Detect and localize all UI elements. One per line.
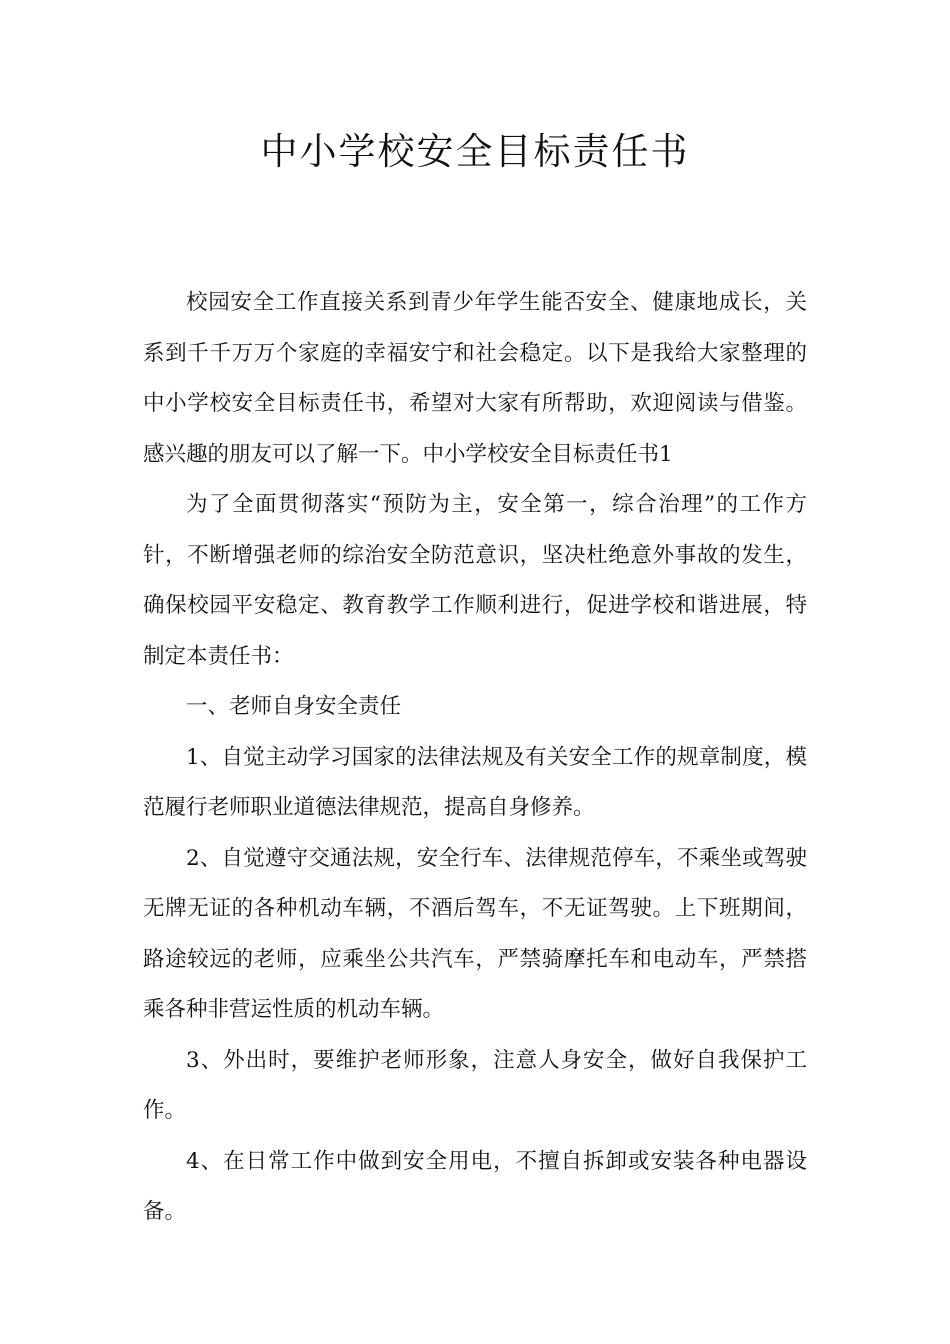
clause-1: 1、自觉主动学习国家的法律法规及有关安全工作的规章制度，模范履行老师职业道德法律规范，提高自身修养。: [143, 744, 807, 820]
clause-3: 3、外出时，要维护老师形象，注意人身安全，做好自我保护工作。: [143, 1047, 807, 1123]
clause-2: 2、自觉遵守交通法规，安全行车、法律规范停车，不乘坐或驾驶无牌无证的各种机动车辆，不酒后驾车，不无证驾驶。上下班期间，路途较远的老师，应乘坐公共汽车，严禁骑摩托车和电动车，严禁搭乘各种非营运性质的机动车辆。: [143, 845, 807, 1022]
intro-paragraph: 校园安全工作直接关系到青少年学生能否安全、健康地成长，关系到千千万万个家庭的幸福安宁和社会稳定。以下是我给大家整理的中小学校安全目标责任书，希望对大家有所帮助，欢迎阅读与借鉴。感兴趣的朋友可以了解一下。中小学校安全目标责任书1: [143, 290, 807, 467]
section-heading: 一、老师自身安全责任: [186, 694, 402, 719]
document-body: [143, 278, 807, 1238]
purpose-paragraph: 为了全面贯彻落实“预防为主，安全第一，综合治理”的工作方针，不断增强老师的综治安全防范意识，坚决杜绝意外事故的发生，确保校园平安稳定、教育教学工作顺利进行，促进学校和谐进展，特制定本责任书：: [143, 492, 807, 669]
clause-4: 4、在日常工作中做到安全用电，不擅自拆卸或安装各种电器设备。: [143, 1148, 807, 1224]
document-title: 中小学校安全目标责任书: [260, 130, 690, 173]
